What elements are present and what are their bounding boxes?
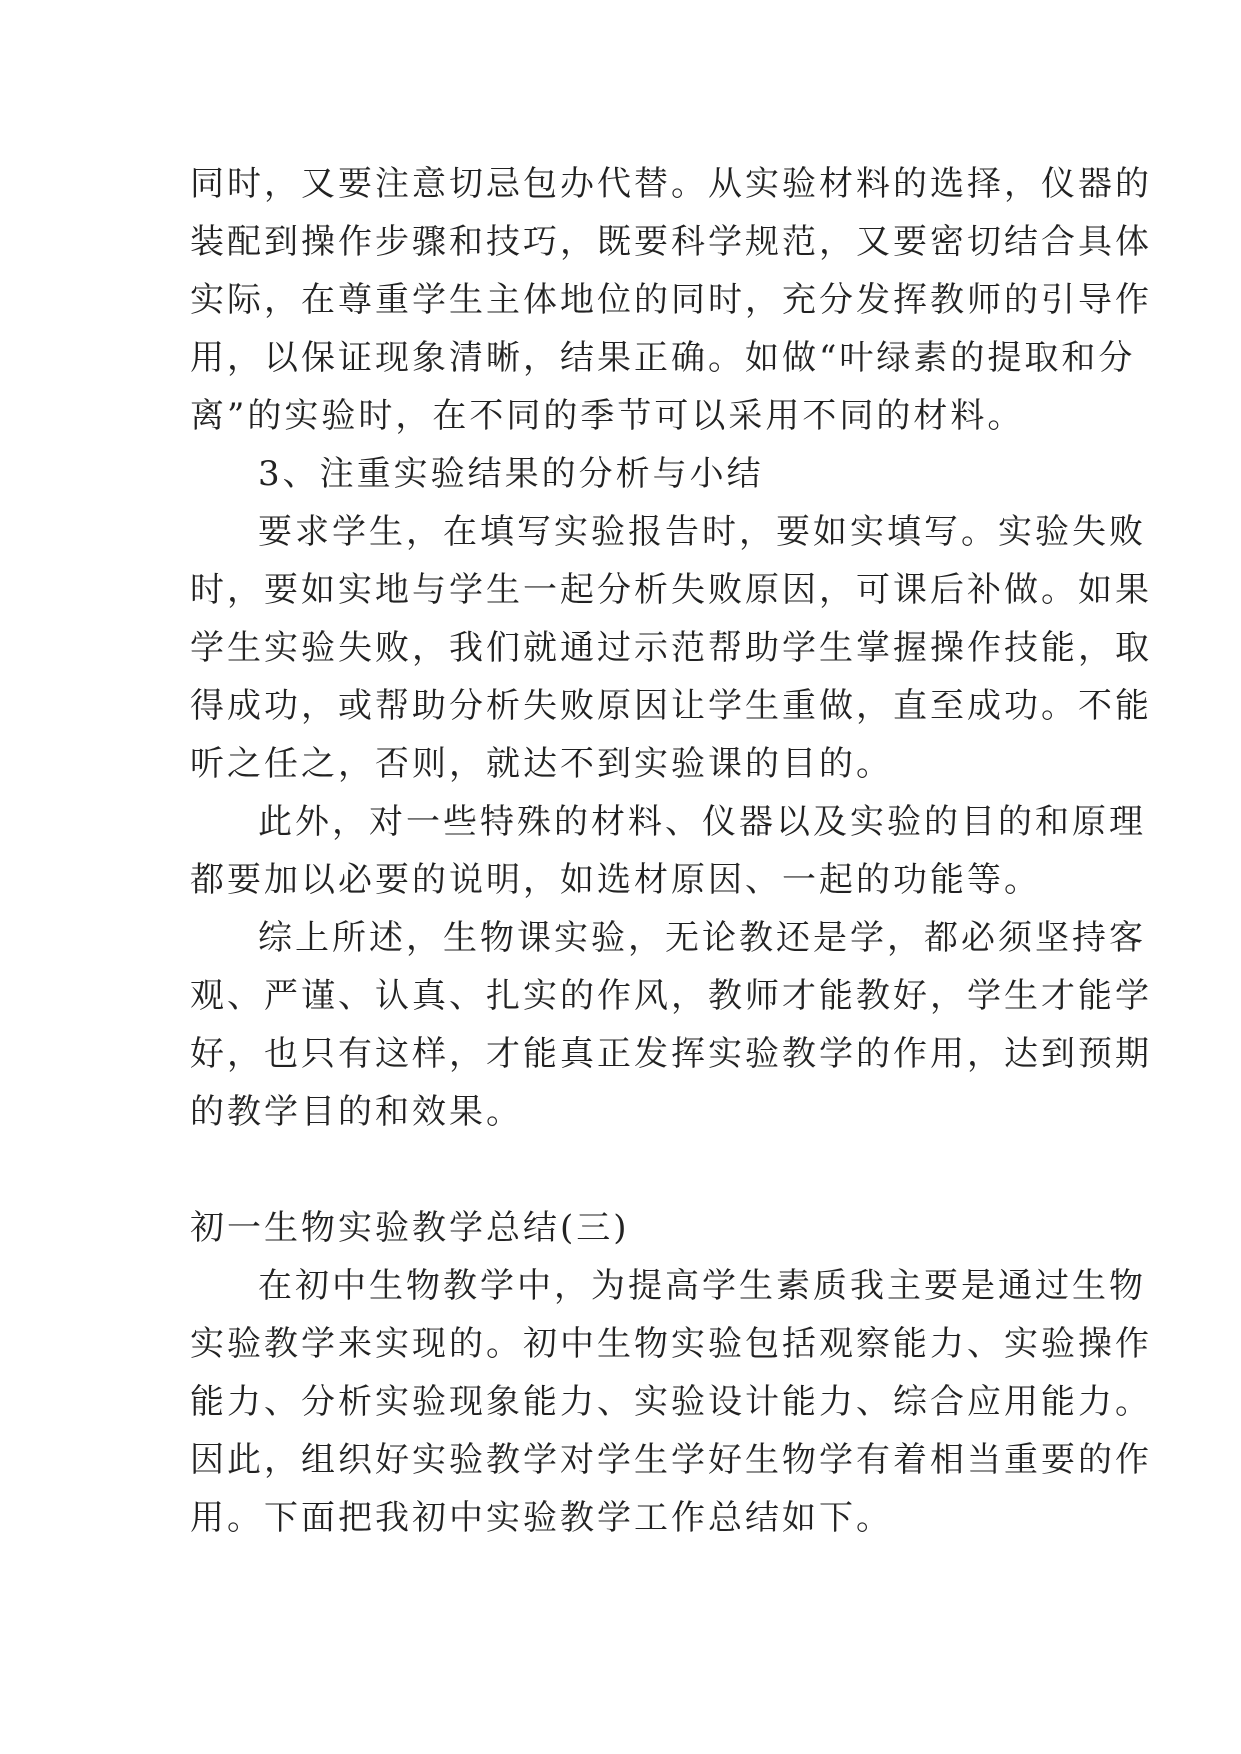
text-line: 实验教学来实现的。初中生物实验包括观察能力、实验操作: [190, 1324, 1152, 1364]
text-line: 同时，又要注意切忌包办代替。从实验材料的选择，仪器的: [190, 164, 1152, 204]
text-line: 好，也只有这样，才能真正发挥实验教学的作用，达到预期: [190, 1034, 1152, 1074]
text-line: 听之任之，否则，就达不到实验课的目的。: [190, 744, 893, 784]
section-heading: 3、注重实验结果的分析与小结: [258, 454, 764, 494]
text-line: 得成功，或帮助分析失败原因让学生重做，直至成功。不能: [190, 686, 1152, 726]
text-line: 要求学生，在填写实验报告时，要如实填写。实验失败: [258, 512, 1146, 552]
section-title: 初一生物实验教学总结(三): [190, 1208, 630, 1248]
text-line: 因此，组织好实验教学对学生学好生物学有着相当重要的作: [190, 1440, 1152, 1480]
text-line: 都要加以必要的说明，如选材原因、一起的功能等。: [190, 860, 1041, 900]
text-line: 的教学目的和效果。: [190, 1092, 523, 1132]
text-line: 综上所述，生物课实验，无论教还是学，都必须坚持客: [258, 918, 1146, 958]
text-line: 装配到操作步骤和技巧，既要科学规范，又要密切结合具体: [190, 222, 1152, 262]
text-line: 离”的实验时，在不同的季节可以采用不同的材料。: [190, 396, 1025, 436]
text-line: 观、严谨、认真、扎实的作风，教师才能教好，学生才能学: [190, 976, 1152, 1016]
text-line: 此外，对一些特殊的材料、仪器以及实验的目的和原理: [258, 802, 1146, 842]
text-line: 用，以保证现象清晰，结果正确。如做“叶绿素的提取和分: [190, 338, 1136, 378]
text-line: 能力、分析实验现象能力、实验设计能力、综合应用能力。: [190, 1382, 1152, 1422]
text-line: 学生实验失败，我们就通过示范帮助学生掌握操作技能，取: [190, 628, 1152, 668]
text-line: 时，要如实地与学生一起分析失败原因，可课后补做。如果: [190, 570, 1152, 610]
text-line: 实际，在尊重学生主体地位的同时，充分发挥教师的引导作: [190, 280, 1152, 320]
text-line: 在初中生物教学中，为提高学生素质我主要是通过生物: [258, 1266, 1146, 1306]
text-line: 用。下面把我初中实验教学工作总结如下。: [190, 1498, 893, 1538]
